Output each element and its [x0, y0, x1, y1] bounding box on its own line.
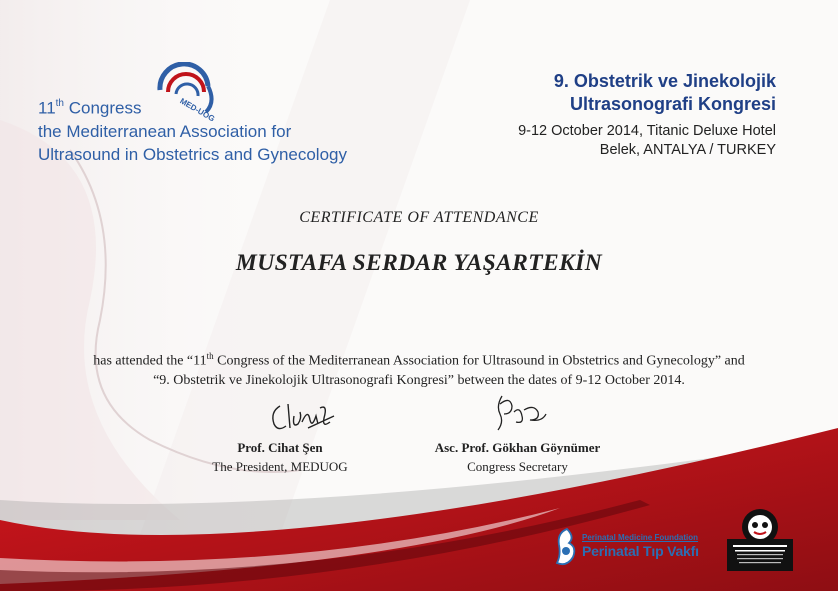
perinatal-mother-icon [553, 527, 579, 567]
association-emblem-icon [725, 505, 795, 573]
perinatal-foundation-logo [553, 527, 703, 567]
body-line2: “9. Obstetrik ve Jinekolojik Ultrasonografi Kongresi” between the dates of 9-12 October 2014. [153, 372, 685, 388]
left-congress-title [38, 93, 398, 166]
foundation-name-large: Perinatal Tıp Vakfı [582, 543, 699, 559]
signatory-1-role: The President, MEDUOG [212, 459, 348, 474]
signatory-1-name: Prof. Cihat Şen [237, 440, 323, 455]
certificate-type: CERTIFICATE OF ATTENDANCE [299, 209, 539, 226]
signatory-2-name: Asc. Prof. Gökhan Göynümer [434, 440, 601, 455]
signature-secretary [490, 392, 550, 434]
recipient-name: MUSTAFA SERDAR YAŞARTEKİN [235, 250, 603, 276]
certificate-body [40, 347, 798, 390]
signature-president [268, 398, 340, 438]
right-congress-title-line1: 9. Obstetrik ve Jinekolojik [553, 71, 776, 91]
right-congress-location: Belek, ANTALYA / TURKEY [599, 142, 776, 158]
left-congress-line1: 11th Congress [38, 98, 142, 118]
foundation-name-small: Perinatal Medicine Foundation [582, 533, 699, 542]
right-congress-dates: 9-12 October 2014, Titanic Deluxe Hotel [518, 123, 776, 139]
svg-text:MED-UOG: MED-UOG [178, 96, 217, 124]
left-congress-line2: the Mediterranean Association for [38, 121, 292, 141]
left-congress-line3: Ultrasound in Obstetrics and Gynecology [38, 144, 347, 164]
right-congress-title-line2: Ultrasonografi Kongresi [569, 94, 776, 114]
right-congress-block [396, 70, 776, 160]
body-line1: has attended the “11th Congress of the Mediterranean Association for Ultrasound in Obstetrics and Gynecology” and [93, 351, 745, 369]
signatory-2-role: Congress Secretary [467, 459, 568, 474]
